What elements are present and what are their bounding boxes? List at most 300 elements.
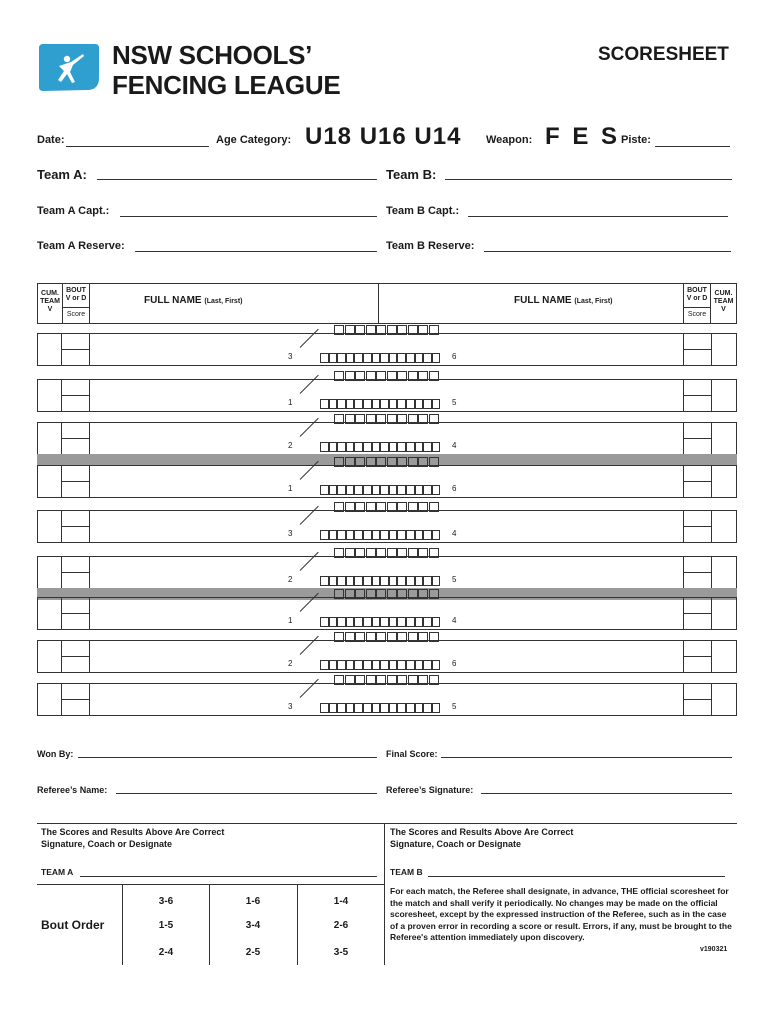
touch-box[interactable] (397, 548, 407, 558)
score-cell-left[interactable] (61, 526, 90, 543)
touch-box[interactable] (355, 325, 365, 335)
touch-box[interactable] (354, 660, 363, 670)
touch-box[interactable] (406, 442, 415, 452)
bout-order-cell: 3-4 (245, 920, 261, 931)
touch-box[interactable] (406, 660, 415, 670)
touch-box[interactable] (334, 589, 344, 599)
score-cell-left[interactable] (61, 699, 90, 716)
touch-box[interactable] (418, 589, 428, 599)
touch-box[interactable] (389, 660, 398, 670)
score-cell-right[interactable] (683, 526, 712, 543)
touch-box[interactable] (345, 325, 355, 335)
touch-box[interactable] (329, 660, 338, 670)
cum-team-v-cell-left[interactable] (37, 556, 62, 589)
touch-box[interactable] (418, 632, 428, 642)
touch-box[interactable] (408, 589, 418, 599)
touch-box[interactable] (376, 632, 386, 642)
v-or-d-cell-left[interactable] (61, 597, 90, 614)
touch-box[interactable] (363, 576, 372, 586)
touch-box[interactable] (363, 703, 372, 713)
touch-box[interactable] (334, 502, 344, 512)
touch-box[interactable] (408, 325, 418, 335)
touch-box[interactable] (372, 703, 381, 713)
touch-box[interactable] (366, 548, 376, 558)
team-b-field[interactable] (445, 179, 732, 180)
org-name-line2: FENCING LEAGUE (112, 70, 341, 100)
touch-box[interactable] (329, 399, 338, 409)
v-or-d-cell-right[interactable] (683, 333, 712, 350)
touch-box[interactable] (337, 660, 346, 670)
touch-box[interactable] (387, 589, 397, 599)
touch-box[interactable] (355, 675, 365, 685)
touch-box[interactable] (389, 703, 398, 713)
score-cell-left[interactable] (61, 572, 90, 589)
touch-box[interactable] (372, 576, 381, 586)
team-b-reserve-label: Team B Reserve: (386, 240, 475, 252)
touch-box[interactable] (408, 502, 418, 512)
final-score-field[interactable] (441, 757, 732, 758)
touch-box[interactable] (376, 675, 386, 685)
score-cell-left[interactable] (61, 481, 90, 498)
touch-box[interactable] (418, 502, 428, 512)
cum-team-v-cell-right[interactable] (711, 333, 737, 366)
team-b-capt-field[interactable] (468, 216, 728, 217)
touch-box[interactable] (320, 576, 329, 586)
touch-box[interactable] (380, 660, 389, 670)
weapon-options[interactable]: F E S (545, 123, 619, 150)
v-or-d-cell-left[interactable] (61, 379, 90, 396)
touch-box[interactable] (329, 442, 338, 452)
touch-box[interactable] (320, 660, 329, 670)
touch-box[interactable] (346, 617, 355, 627)
touch-box[interactable] (389, 399, 398, 409)
touch-box[interactable] (372, 530, 381, 540)
score-cell-right[interactable] (683, 349, 712, 366)
team-b-reserve-field[interactable] (484, 251, 731, 252)
touch-box[interactable] (329, 353, 338, 363)
touch-box[interactable] (415, 703, 424, 713)
v-or-d-cell-right[interactable] (683, 510, 712, 527)
touch-box[interactable] (366, 371, 376, 381)
touch-box[interactable] (429, 675, 439, 685)
touch-box[interactable] (387, 675, 397, 685)
touch-box[interactable] (345, 457, 355, 467)
score-cell-right[interactable] (683, 699, 712, 716)
touch-box[interactable] (334, 414, 344, 424)
touch-box[interactable] (415, 530, 424, 540)
touch-box[interactable] (346, 353, 355, 363)
touch-box[interactable] (397, 660, 406, 670)
cum-team-v-cell-left[interactable] (37, 465, 62, 498)
touch-box[interactable] (423, 703, 432, 713)
score-cell-left[interactable] (61, 613, 90, 630)
touch-box[interactable] (380, 576, 389, 586)
touch-box[interactable] (376, 589, 386, 599)
cum-team-v-header-left: CUM. TEAM V (40, 290, 60, 313)
touch-box[interactable] (397, 632, 407, 642)
cum-team-v-cell-right[interactable] (711, 597, 737, 630)
touch-box[interactable] (363, 442, 372, 452)
touch-box[interactable] (337, 530, 346, 540)
cum-team-v-cell-right[interactable] (711, 556, 737, 589)
touch-box[interactable] (363, 399, 372, 409)
touch-box[interactable] (389, 353, 398, 363)
touch-box[interactable] (408, 371, 418, 381)
v-or-d-cell-left[interactable] (61, 683, 90, 700)
touch-box[interactable] (415, 617, 424, 627)
touch-box[interactable] (372, 485, 381, 495)
touch-box[interactable] (429, 632, 439, 642)
touch-box[interactable] (387, 457, 397, 467)
touch-box[interactable] (337, 353, 346, 363)
score-cell-left[interactable] (61, 656, 90, 673)
touch-box[interactable] (423, 530, 432, 540)
touch-box[interactable] (429, 414, 439, 424)
touch-box[interactable] (406, 353, 415, 363)
touch-box[interactable] (320, 617, 329, 627)
v-or-d-cell-right[interactable] (683, 640, 712, 657)
touch-box[interactable] (376, 502, 386, 512)
referee-name-field[interactable] (116, 793, 377, 794)
touch-box[interactable] (418, 457, 428, 467)
touch-box[interactable] (406, 530, 415, 540)
touch-box[interactable] (372, 617, 381, 627)
score-cell-right[interactable] (683, 438, 712, 455)
touch-box[interactable] (415, 353, 424, 363)
touch-box[interactable] (366, 414, 376, 424)
touch-box[interactable] (355, 414, 365, 424)
touch-box[interactable] (329, 703, 338, 713)
cum-team-v-cell-right[interactable] (711, 465, 737, 498)
v-or-d-cell-right[interactable] (683, 379, 712, 396)
touch-box[interactable] (376, 325, 386, 335)
touch-box[interactable] (418, 675, 428, 685)
touch-box[interactable] (397, 703, 406, 713)
touch-box[interactable] (337, 442, 346, 452)
touch-box[interactable] (345, 414, 355, 424)
touch-box[interactable] (354, 530, 363, 540)
touch-box[interactable] (406, 617, 415, 627)
team-a-sign-field[interactable] (80, 876, 377, 877)
touch-box[interactable] (423, 399, 432, 409)
touch-box[interactable] (432, 617, 441, 627)
touch-box[interactable] (423, 485, 432, 495)
touch-box[interactable] (334, 371, 344, 381)
touch-box[interactable] (337, 485, 346, 495)
cum-team-v-cell-left[interactable] (37, 422, 62, 455)
bout-number-right: 4 (452, 616, 457, 625)
score-cell-left[interactable] (61, 395, 90, 412)
touch-box[interactable] (372, 399, 381, 409)
touch-box[interactable] (406, 485, 415, 495)
touch-box[interactable] (320, 703, 329, 713)
touch-box[interactable] (334, 675, 344, 685)
touch-box[interactable] (397, 530, 406, 540)
touch-box[interactable] (408, 414, 418, 424)
touch-box[interactable] (408, 457, 418, 467)
touch-box[interactable] (334, 325, 344, 335)
touch-box[interactable] (397, 617, 406, 627)
cum-team-v-cell-left[interactable] (37, 640, 62, 673)
cum-team-v-cell-left[interactable] (37, 683, 62, 716)
touch-box[interactable] (423, 576, 432, 586)
touch-box[interactable] (372, 442, 381, 452)
touch-box[interactable] (334, 632, 344, 642)
touch-box[interactable] (429, 548, 439, 558)
v-or-d-cell-left[interactable] (61, 640, 90, 657)
touch-box[interactable] (337, 617, 346, 627)
score-cell-left[interactable] (61, 438, 90, 455)
touch-box[interactable] (346, 576, 355, 586)
touch-box[interactable] (363, 660, 372, 670)
touch-box[interactable] (418, 414, 428, 424)
touch-box[interactable] (337, 703, 346, 713)
touch-box[interactable] (366, 632, 376, 642)
touch-box[interactable] (337, 576, 346, 586)
touch-box[interactable] (354, 576, 363, 586)
touch-box[interactable] (406, 576, 415, 586)
touch-box[interactable] (429, 589, 439, 599)
bout-number-right: 4 (452, 529, 457, 538)
touch-box[interactable] (389, 485, 398, 495)
touch-box[interactable] (355, 548, 365, 558)
touch-box[interactable] (397, 371, 407, 381)
touch-box[interactable] (320, 485, 329, 495)
touch-box[interactable] (345, 589, 355, 599)
v-or-d-cell-left[interactable] (61, 422, 90, 439)
touch-box[interactable] (418, 371, 428, 381)
touch-box[interactable] (408, 632, 418, 642)
v-or-d-cell-right[interactable] (683, 465, 712, 482)
cum-team-v-cell-right[interactable] (711, 422, 737, 455)
touch-box[interactable] (418, 548, 428, 558)
touch-box[interactable] (354, 442, 363, 452)
score-cell-right[interactable] (683, 613, 712, 630)
touch-box[interactable] (415, 660, 424, 670)
version-label: v190321 (700, 946, 728, 953)
touch-box[interactable] (354, 703, 363, 713)
touch-box[interactable] (389, 617, 398, 627)
touch-box[interactable] (346, 485, 355, 495)
touch-box[interactable] (397, 589, 407, 599)
touch-box[interactable] (345, 675, 355, 685)
touch-box[interactable] (320, 353, 329, 363)
touch-box[interactable] (387, 325, 397, 335)
piste-field[interactable] (655, 146, 730, 147)
touch-box[interactable] (380, 442, 389, 452)
touch-box[interactable] (372, 660, 381, 670)
touch-box[interactable] (423, 353, 432, 363)
touch-box[interactable] (397, 675, 407, 685)
touch-box[interactable] (363, 485, 372, 495)
touch-box[interactable] (346, 442, 355, 452)
age-category-options[interactable]: U18 U16 U14 (305, 123, 462, 150)
touch-box[interactable] (397, 414, 407, 424)
touch-box[interactable] (389, 530, 398, 540)
touch-box[interactable] (432, 660, 441, 670)
touch-box[interactable] (389, 442, 398, 452)
v-or-d-cell-right[interactable] (683, 422, 712, 439)
piste-label: Piste: (621, 134, 651, 146)
won-by-field[interactable] (78, 757, 377, 758)
touch-box[interactable] (337, 399, 346, 409)
touch-box[interactable] (345, 548, 355, 558)
touch-box[interactable] (415, 399, 424, 409)
date-field[interactable] (66, 146, 209, 147)
touch-box[interactable] (397, 485, 406, 495)
touch-box[interactable] (345, 632, 355, 642)
touch-box[interactable] (389, 576, 398, 586)
bout-number-right: 6 (452, 659, 457, 668)
cum-team-v-cell-right[interactable] (711, 510, 737, 543)
correct-left-line1: The Scores and Results Above Are Correct (41, 827, 225, 837)
touch-box[interactable] (355, 371, 365, 381)
touch-box[interactable] (334, 457, 344, 467)
touch-box[interactable] (380, 530, 389, 540)
touch-box[interactable] (387, 414, 397, 424)
touch-box[interactable] (432, 485, 441, 495)
touch-box[interactable] (429, 371, 439, 381)
touch-box[interactable] (366, 457, 376, 467)
team-a-field[interactable] (97, 179, 377, 180)
score-cell-right[interactable] (683, 395, 712, 412)
touch-box[interactable] (376, 548, 386, 558)
touch-box[interactable] (345, 502, 355, 512)
touch-box[interactable] (415, 485, 424, 495)
touch-box[interactable] (432, 353, 441, 363)
touch-box[interactable] (354, 485, 363, 495)
touch-box[interactable] (380, 617, 389, 627)
v-or-d-cell-right[interactable] (683, 597, 712, 614)
bout-order-cell: 1-5 (158, 920, 174, 931)
cum-team-v-cell-right[interactable] (711, 640, 737, 673)
v-or-d-cell-left[interactable] (61, 333, 90, 350)
score-cell-left[interactable] (61, 349, 90, 366)
v-or-d-cell-left[interactable] (61, 556, 90, 573)
touch-box[interactable] (366, 325, 376, 335)
touch-box[interactable] (320, 530, 329, 540)
touch-box[interactable] (376, 371, 386, 381)
bout-number-left: 3 (288, 702, 293, 711)
touch-box[interactable] (432, 530, 441, 540)
touch-box[interactable] (346, 399, 355, 409)
touch-box[interactable] (387, 632, 397, 642)
touch-box[interactable] (432, 576, 441, 586)
touch-box[interactable] (423, 660, 432, 670)
team-b-sign-field[interactable] (428, 876, 725, 877)
touch-box[interactable] (397, 325, 407, 335)
cum-team-v-cell-right[interactable] (711, 683, 737, 716)
touch-box[interactable] (408, 548, 418, 558)
touch-box[interactable] (346, 703, 355, 713)
v-or-d-cell-left[interactable] (61, 465, 90, 482)
touch-box[interactable] (355, 589, 365, 599)
touch-box[interactable] (406, 399, 415, 409)
touch-box[interactable] (397, 399, 406, 409)
touch-box[interactable] (397, 502, 407, 512)
touch-box[interactable] (387, 548, 397, 558)
touch-box[interactable] (363, 617, 372, 627)
touch-box[interactable] (406, 703, 415, 713)
touch-box[interactable] (355, 632, 365, 642)
touch-box[interactable] (380, 399, 389, 409)
touch-box[interactable] (429, 502, 439, 512)
cum-team-v-cell-left[interactable] (37, 510, 62, 543)
touch-box[interactable] (354, 399, 363, 409)
cum-team-v-cell-left[interactable] (37, 379, 62, 412)
touch-box[interactable] (366, 589, 376, 599)
touch-box[interactable] (345, 371, 355, 381)
touch-box[interactable] (355, 457, 365, 467)
touch-box[interactable] (329, 617, 338, 627)
v-or-d-cell-right[interactable] (683, 683, 712, 700)
touch-box[interactable] (320, 442, 329, 452)
cum-team-v-cell-left[interactable] (37, 333, 62, 366)
team-a-capt-field[interactable] (120, 216, 377, 217)
touch-box[interactable] (423, 617, 432, 627)
touch-box[interactable] (432, 399, 441, 409)
v-or-d-cell-right[interactable] (683, 556, 712, 573)
touch-box[interactable] (415, 576, 424, 586)
touch-box[interactable] (397, 457, 407, 467)
touch-box[interactable] (380, 353, 389, 363)
touch-box[interactable] (376, 414, 386, 424)
team-a-reserve-field[interactable] (135, 251, 377, 252)
touch-box[interactable] (376, 457, 386, 467)
touch-box[interactable] (429, 325, 439, 335)
touch-box[interactable] (408, 675, 418, 685)
touch-box[interactable] (334, 548, 344, 558)
referee-signature-field[interactable] (481, 793, 732, 794)
touch-box[interactable] (363, 353, 372, 363)
touch-box[interactable] (418, 325, 428, 335)
touch-box[interactable] (366, 502, 376, 512)
touch-box[interactable] (354, 617, 363, 627)
touch-box[interactable] (329, 576, 338, 586)
cum-team-v-cell-left[interactable] (37, 597, 62, 630)
touch-box[interactable] (366, 675, 376, 685)
touch-box[interactable] (397, 576, 406, 586)
touch-box[interactable] (355, 502, 365, 512)
touch-box[interactable] (372, 353, 381, 363)
score-cell-right[interactable] (683, 656, 712, 673)
touch-box[interactable] (397, 353, 406, 363)
touch-box[interactable] (432, 442, 441, 452)
score-cell-right[interactable] (683, 572, 712, 589)
touch-box[interactable] (423, 442, 432, 452)
touch-box[interactable] (415, 442, 424, 452)
touch-box[interactable] (387, 502, 397, 512)
touch-box[interactable] (346, 530, 355, 540)
touch-box[interactable] (354, 353, 363, 363)
touch-box[interactable] (329, 485, 338, 495)
touch-box[interactable] (432, 703, 441, 713)
touch-box[interactable] (380, 703, 389, 713)
v-or-d-cell-left[interactable] (61, 510, 90, 527)
score-cell-right[interactable] (683, 481, 712, 498)
touch-box[interactable] (329, 530, 338, 540)
touch-box[interactable] (397, 442, 406, 452)
referee-notice: For each match, the Referee shall designate, in advance, THE official scoresheet for the match and shall verify it periodically. No changes may be made on the official scoresheet, except by the expressed instruction of the Referee, such as in the case of a proven error in recording a score or result. Errors, if any, must be brought to the Referee's attention immediately upon discovery. (390, 886, 732, 942)
cum-team-v-cell-right[interactable] (711, 379, 737, 412)
touch-box[interactable] (363, 530, 372, 540)
touch-box[interactable] (346, 660, 355, 670)
bout-number-right: 5 (452, 702, 457, 711)
touch-box[interactable] (387, 371, 397, 381)
touch-box[interactable] (380, 485, 389, 495)
touch-box[interactable] (429, 457, 439, 467)
touch-box[interactable] (320, 399, 329, 409)
